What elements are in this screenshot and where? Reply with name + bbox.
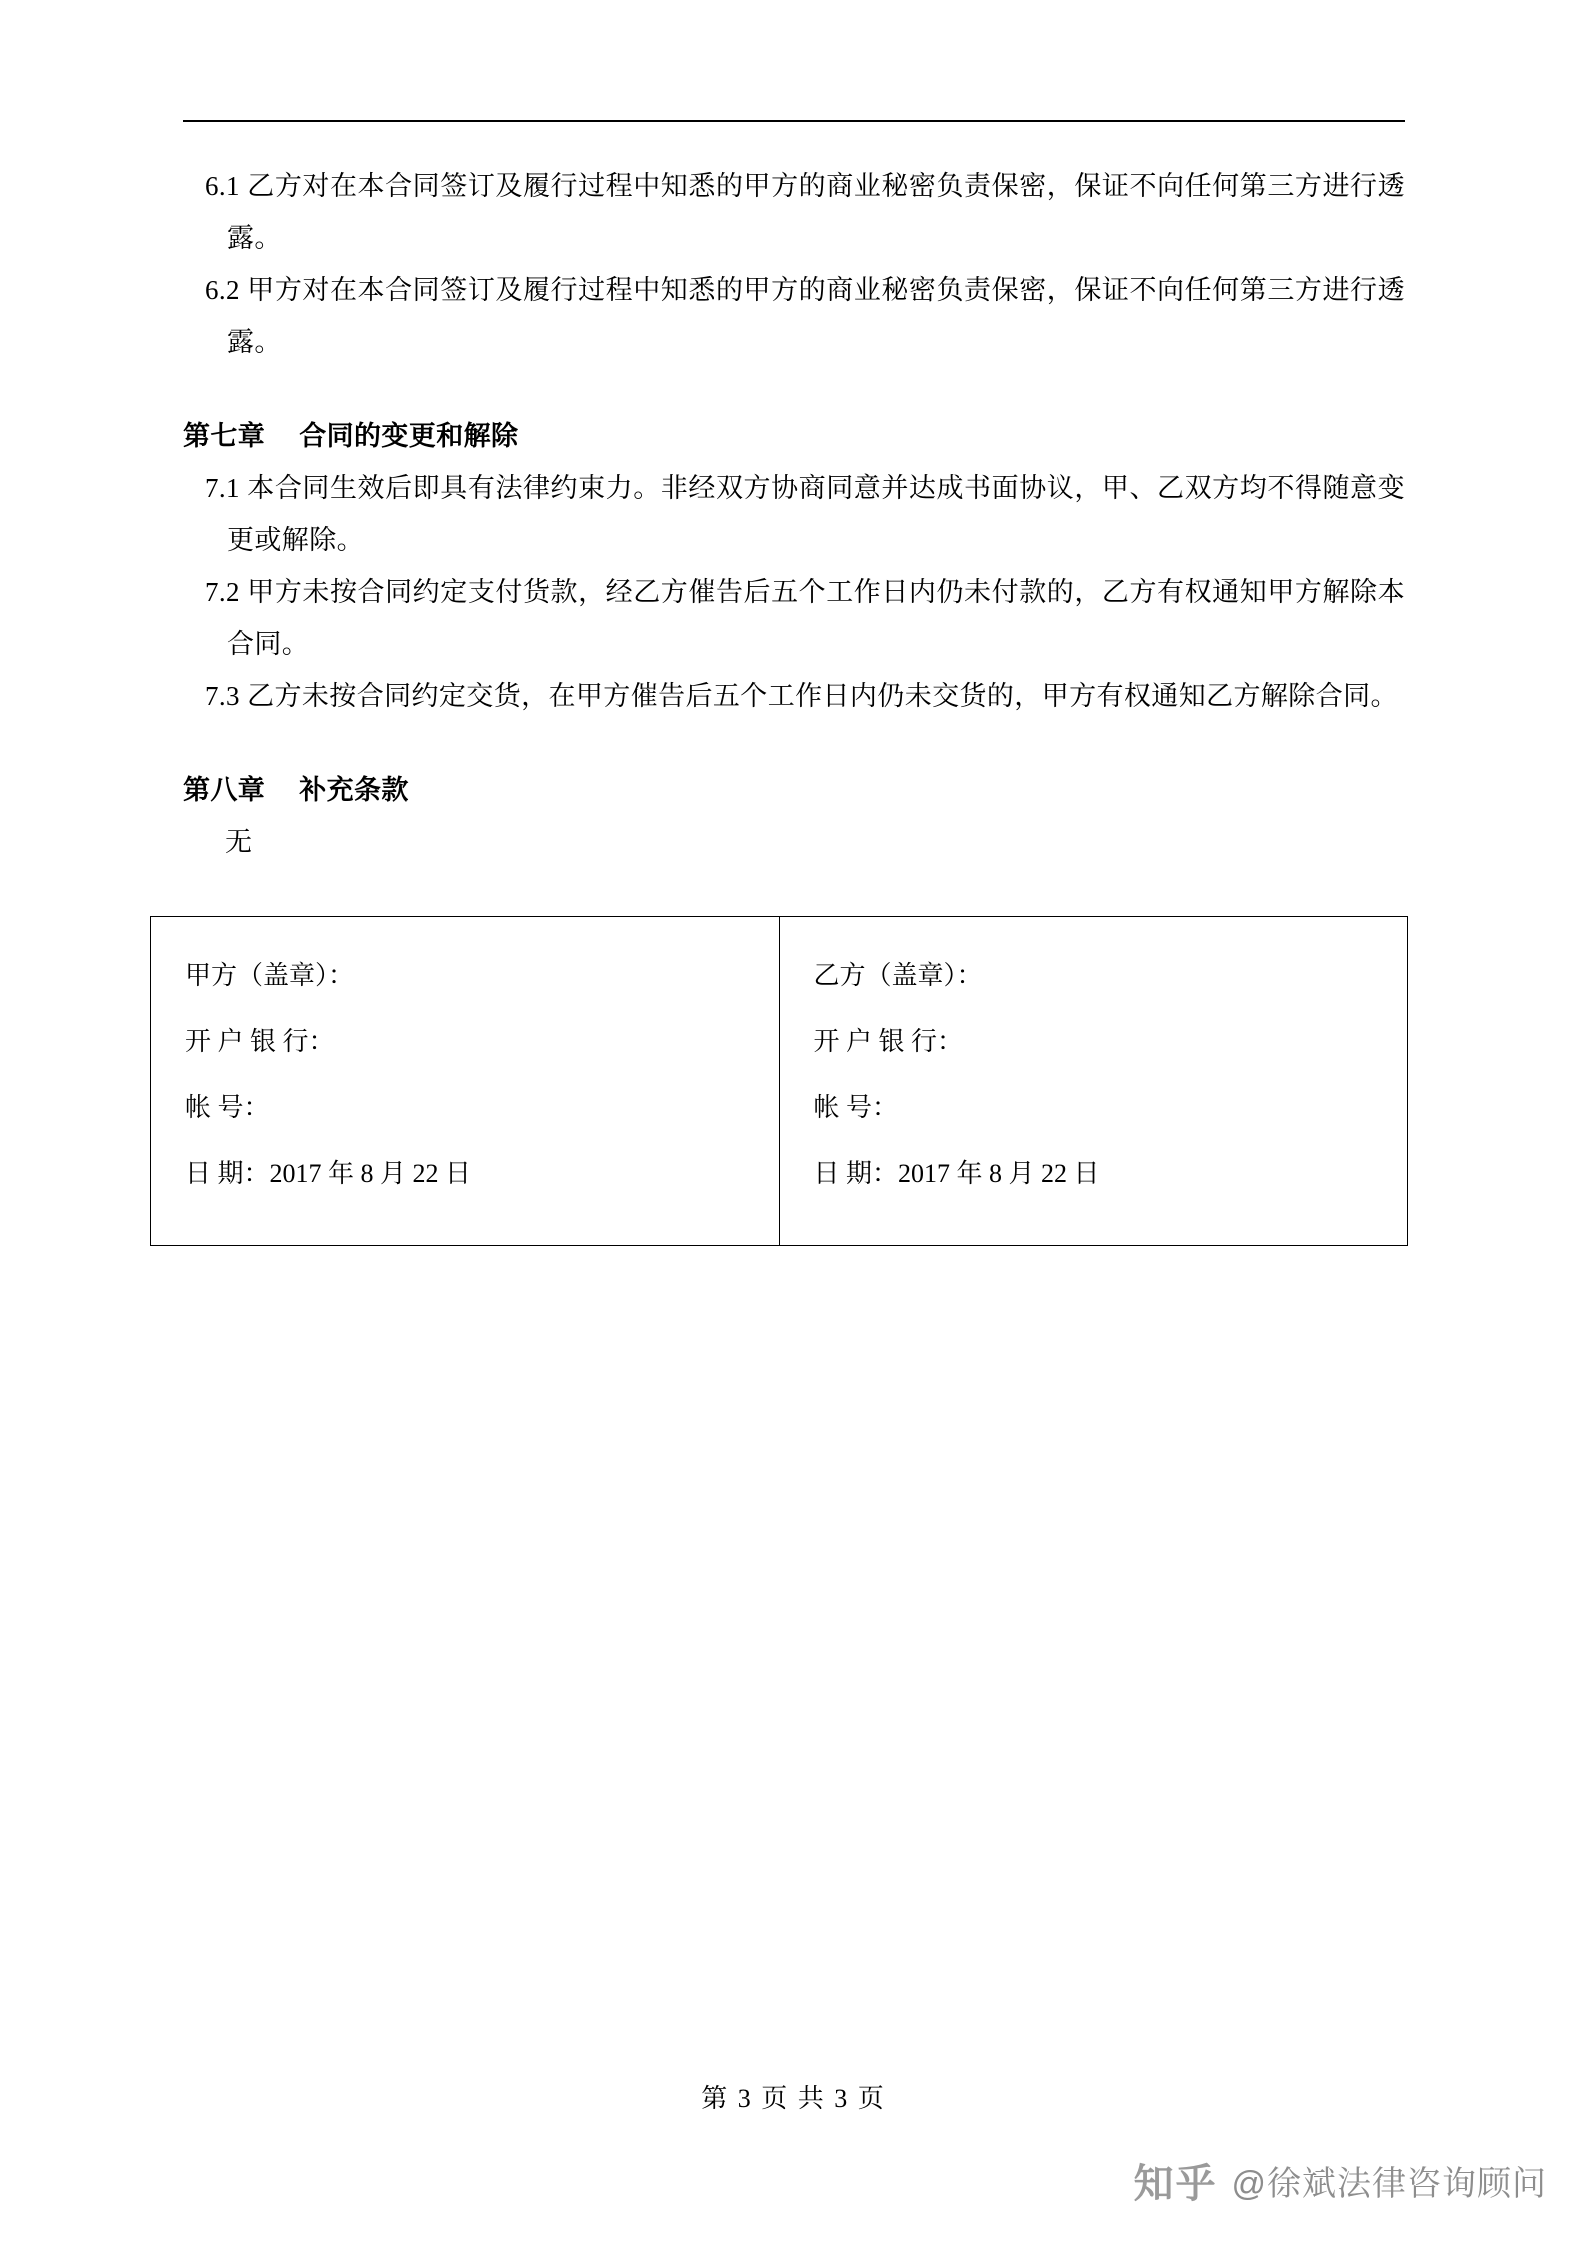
chapter-7-heading bbox=[183, 410, 1405, 462]
party-a-date-label: 日 期： bbox=[185, 1159, 270, 1188]
party-a-cell bbox=[151, 917, 780, 1246]
zhihu-logo: 知乎 bbox=[1133, 2162, 1218, 2206]
party-a-account-label: 帐 号： bbox=[185, 1093, 270, 1122]
party-a-date-value: 2017 年 8 月 22 日 bbox=[269, 1159, 472, 1188]
clause-7-2: 7.2 甲方未按合同约定支付货款，经乙方催告后五个工作日内仍未付款的，乙方有权通知甲方解除本合同。 bbox=[205, 577, 1405, 659]
chapter-7-name: 合同的变更和解除 bbox=[299, 421, 519, 451]
clause-6-1: 6.1 乙方对在本合同签订及履行过程中知悉的甲方的商业秘密负责保密，保证不向任何第三方进行透露。 bbox=[205, 171, 1405, 253]
watermark bbox=[1133, 2152, 1547, 2209]
chapter-8-content: 无 bbox=[225, 827, 252, 857]
clause-6-2: 6.2 甲方对在本合同签订及履行过程中知悉的甲方的商业秘密负责保密，保证不向任何第三方进行透露。 bbox=[205, 275, 1405, 357]
party-b-bank-label: 开 户 银 行： bbox=[813, 1027, 964, 1056]
chapter-8-heading bbox=[183, 764, 1405, 816]
spacer bbox=[183, 722, 1405, 764]
party-b-date-value: 2017 年 8 月 22 日 bbox=[898, 1159, 1100, 1188]
party-a-seal-label: 甲方（盖章）： bbox=[185, 961, 355, 990]
chapter-7-title: 第七章 bbox=[183, 421, 266, 451]
party-b-seal-label: 乙方（盖章）： bbox=[813, 961, 983, 990]
spacer bbox=[183, 368, 1405, 410]
header-rule bbox=[183, 120, 1405, 122]
signature-table bbox=[150, 916, 1408, 1246]
party-b-date bbox=[814, 1141, 1408, 1207]
party-b-date-label: 日 期： bbox=[813, 1159, 899, 1188]
table-row bbox=[151, 917, 1408, 1246]
page-footer: 第 3 页 共 3 页 bbox=[701, 2084, 886, 2113]
party-a-bank-label: 开 户 银 行： bbox=[185, 1027, 335, 1056]
chapter-8-title: 第八章 bbox=[183, 775, 266, 805]
clause-7-3: 7.3 乙方未按合同约定交货，在甲方催告后五个工作日内仍未交货的，甲方有权通知乙方解除合同。 bbox=[205, 681, 1398, 711]
watermark-author: @徐斌法律咨询顾问 bbox=[1231, 2165, 1547, 2203]
party-b-cell bbox=[779, 917, 1408, 1246]
party-b-account-label: 帐 号： bbox=[813, 1093, 899, 1122]
clause-7-1: 7.1 本合同生效后即具有法律约束力。非经双方协商同意并达成书面协议，甲、乙双方均不得随意变更或解除。 bbox=[205, 473, 1405, 555]
document-body bbox=[183, 120, 1405, 1246]
chapter-8-name: 补充条款 bbox=[299, 775, 409, 805]
party-a-date bbox=[185, 1141, 779, 1207]
